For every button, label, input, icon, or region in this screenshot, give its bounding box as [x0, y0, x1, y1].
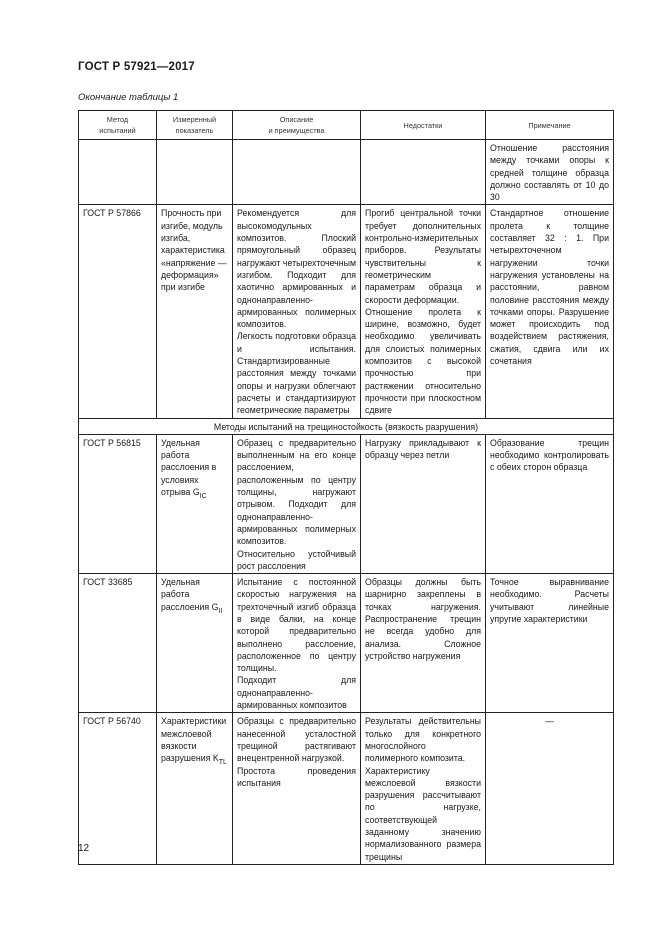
- column-header: Метод испытаний: [79, 111, 157, 140]
- document-title: ГОСТ Р 57921—2017: [78, 61, 195, 73]
- methods-table: [78, 110, 614, 865]
- column-header: Недостатки: [361, 111, 486, 140]
- column-header: Измеренный показатель: [157, 111, 233, 140]
- description-cell: Испытание с постоянной скоростью нагружения на трехточечный изгиб образца в виде балки, на конце которой предварительно выполнено расслоение, расположенное по центру толщины. Подходит для однонаправленно-армированных композитов: [233, 574, 361, 713]
- drawbacks-cell: Результаты действительны только для конкретного многослойного полимерного композита. Характеристику межслоевой вязкости разрушения рассчитывают по нагрузке, соответствующей заданному значению нормализованного размера трещины: [361, 713, 486, 865]
- method-cell: ГОСТ 33685: [79, 574, 157, 713]
- note-cell: Отношение расстояния между точками опоры к средней толщине образца должно составлять от 10 до 30: [486, 140, 614, 205]
- page-number: 12: [78, 843, 90, 854]
- table-row: [79, 434, 614, 573]
- subscript: II: [218, 607, 223, 615]
- note-cell: —: [486, 713, 614, 865]
- drawbacks-cell: Нагрузку прикладывают к образцу через петли: [361, 434, 486, 573]
- description-cell: Образец с предварительно выполненным на его конце расслоением, расположенным по центру толщины, нагружают отрывом. Подходит для однонаправленно-армированных полимерных композитов. Относительно устойчивый рост расслоения: [233, 434, 361, 573]
- measured-indicator-cell: Удельная работа расслоения $G_{II}$: [157, 574, 233, 713]
- column-header: Примечание: [486, 111, 614, 140]
- table-row: [79, 140, 614, 205]
- drawbacks-cell: [361, 140, 486, 205]
- note-cell: Стандартное отношение пролета к толщине составляет 32 : 1. При четырехточечном нагружении точки нагружения установлены на расстоянии, равном половине расстояния между точками опоры. Разрушение может происходить под воздействием растяжения, сжатия, сдвига или их сочетания: [486, 205, 614, 418]
- table-header-row: [79, 111, 614, 140]
- drawbacks-cell: Прогиб центральной точки требует дополнительных контрольно-измерительных приборов. Результаты чувствительны к геометрическим параметрам образца и скорости деформации. Отношение пролета к ширине, возможно, будет необходимо увеличивать для слоистых полимерных композитов с высокой прочностью при растяжении относительно прочности при плоскостном сдвиге: [361, 205, 486, 418]
- method-cell: ГОСТ Р 56740: [79, 713, 157, 865]
- drawbacks-cell: Образцы должны быть шарнирно закреплены в точках нагружения. Распространение трещин не всегда удобно для анализа. Сложное устройство нагружения: [361, 574, 486, 713]
- table-continuation-caption: Окончание таблицы 1: [78, 92, 179, 103]
- method-cell: ГОСТ Р 57866: [79, 205, 157, 418]
- subscript: IC: [199, 492, 207, 500]
- table-row: [79, 205, 614, 418]
- description-cell: Рекомендуется для высокомодульных композитов. Плоский прямоугольный образец нагружают четырехточечным изгибом. Подходит для хаотично армированных и однонаправленно-армированных полимерных композитов. Легкость подготовки образца и испытания. Стандартизированные расстояния между точками опоры и нагрузки облегчают расчеты и стандартизируют геометрические параметры: [233, 205, 361, 418]
- measured-indicator-cell: Удельная работа расслоения в условиях отрыва $G_{IC}$: [157, 434, 233, 573]
- table-row: [79, 713, 614, 865]
- table-row: [79, 574, 614, 713]
- measured-indicator-cell: Прочность при изгибе, модуль изгиба, характеристика «напряжение — деформация» при изгибе: [157, 205, 233, 418]
- method-cell: [79, 140, 157, 205]
- method-cell: ГОСТ Р 56815: [79, 434, 157, 573]
- description-cell: [233, 140, 361, 205]
- measured-indicator-cell: Характеристики межслоевой вязкости разрушения $K_{TL}$: [157, 713, 233, 865]
- table-section-row: [79, 418, 614, 434]
- note-cell: Образование трещин необходимо контролировать с обеих сторон образца: [486, 434, 614, 573]
- note-cell: Точное выравнивание необходимо. Расчеты учитывают линейные упругие характеристики: [486, 574, 614, 713]
- measured-indicator-cell: [157, 140, 233, 205]
- description-cell: Образцы с предварительно нанесенной усталостной трещиной растягивают внецентренной нагрузкой. Простота проведения испытания: [233, 713, 361, 865]
- column-header: Описание и преимущества: [233, 111, 361, 140]
- subscript: TL: [218, 759, 227, 766]
- section-heading: Методы испытаний на трещиностойкость (вязкость разрушения): [79, 418, 614, 434]
- table-body: [79, 140, 614, 865]
